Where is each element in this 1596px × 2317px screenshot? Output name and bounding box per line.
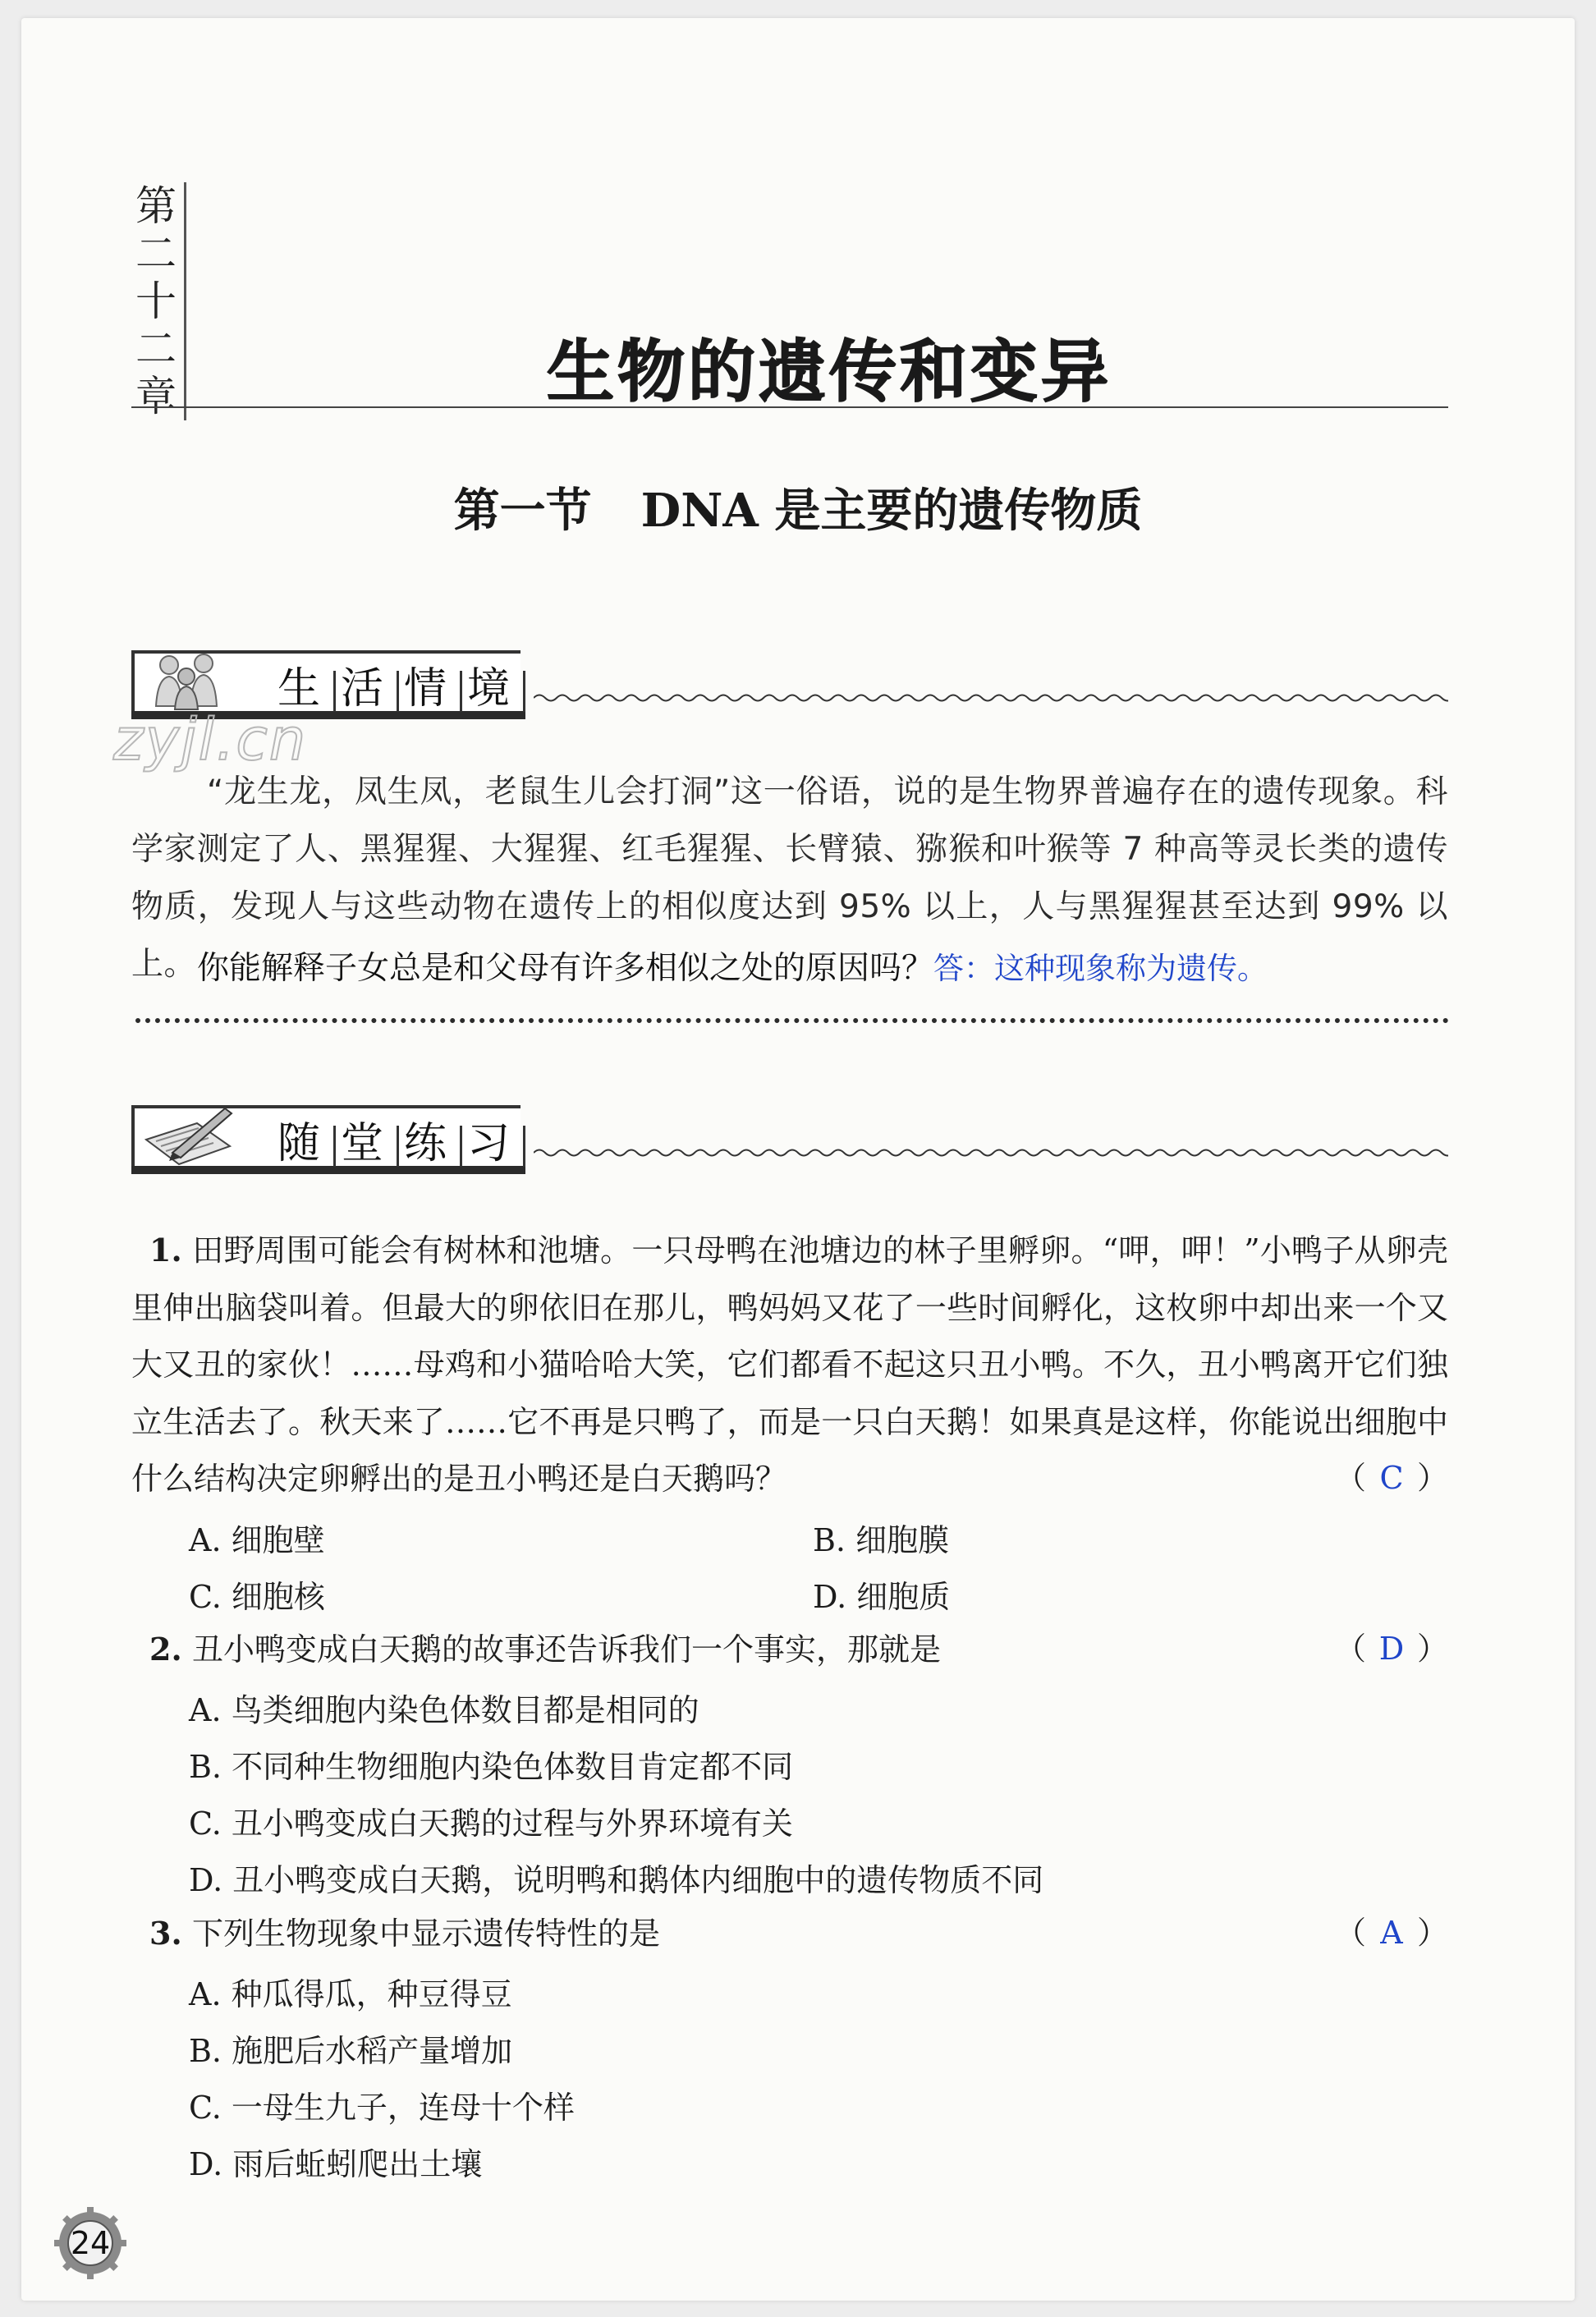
option: D. 细胞质 [813, 1579, 951, 1615]
banner-char: 情 [404, 664, 456, 713]
notebook-pen-icon [140, 1103, 238, 1166]
chapter-char: 二 [135, 230, 177, 278]
banner-char: 堂 [341, 1119, 392, 1168]
banner-char: 境 [467, 664, 519, 713]
option: A. 种瓜得瓜，种豆得豆 [189, 1976, 512, 2012]
context-label [277, 654, 530, 715]
question-number: 3. [149, 1915, 182, 1952]
banner-char: 练 [404, 1119, 456, 1168]
question-answer: 答：这种现象称为遗传。 [933, 951, 1268, 986]
practice-label [277, 1108, 530, 1170]
banner-char: 随 [277, 1119, 329, 1168]
paren: ） [1416, 1460, 1448, 1496]
question-stem-text: 丑小鸭变成白天鹅的故事还告诉我们一个事实，那就是 [192, 1631, 942, 1668]
chapter-char: 十 [135, 278, 177, 325]
paren: （ [1334, 1915, 1366, 1951]
answer-slot [1335, 1621, 1448, 1678]
option: B. 施肥后水稻产量增加 [189, 2033, 513, 2069]
answer-letter: D [1378, 1631, 1405, 1667]
chapter-char: 第 [135, 182, 177, 230]
context-paragraph: “龙生龙，凤生凤，老鼠生儿会打洞”这一俗语，说的是生物界普遍存在的遗传现象。科学家测定了人、黑猩猩、大猩猩、红毛猩猩、长臂猿、猕猴和叶猴等 7 种高等灵长类的遗传物质，发现人与这些动物在遗传上的相似度达到 95% 以上，人与黑猩猩甚至达到 99% 以上。 [131, 773, 1448, 983]
answer-letter: A [1380, 1915, 1403, 1951]
question-1 [131, 1222, 1448, 1508]
wave-divider [534, 691, 1448, 704]
chapter-char: 章 [135, 373, 177, 420]
question-stem-text: 下列生物现象中显示遗传特性的是 [192, 1916, 661, 1952]
chapter-divider [131, 406, 1448, 408]
option: B. 不同种生物细胞内染色体数目肯定都不同 [189, 1749, 794, 1785]
answer-letter: C [1379, 1460, 1404, 1496]
practice-banner [131, 1095, 1448, 1177]
option: B. 细胞膜 [813, 1522, 950, 1558]
question-number: 2. [149, 1631, 182, 1668]
paren: （ [1334, 1631, 1366, 1667]
chapter-label [131, 182, 186, 420]
banner-char: 活 [341, 664, 392, 713]
question-stem [131, 1905, 1448, 1963]
answer-slot [1335, 1450, 1448, 1507]
chapter-title: 生物的遗传和变异 [546, 333, 1112, 411]
option: C. 细胞核 [189, 1579, 325, 1615]
page-number-badge [54, 2207, 126, 2279]
context-banner [131, 640, 1448, 723]
paren: （ [1334, 1460, 1366, 1496]
people-icon [140, 649, 238, 711]
answer-slot [1335, 1905, 1448, 1962]
option: D. 雨后蚯蚓爬出土壤 [189, 2146, 483, 2182]
option: C. 丑小鸭变成白天鹅的过程与外界环境有关 [189, 1805, 793, 1842]
question-stem [131, 1222, 1448, 1508]
question-number: 1. [149, 1232, 182, 1269]
banner-char: 生 [277, 664, 329, 713]
banner-char: 习 [467, 1119, 519, 1168]
option: C. 一母生九子，连母十个样 [189, 2090, 575, 2126]
context-question [197, 940, 1478, 998]
wave-divider [534, 1146, 1448, 1159]
question-stem-text: 田野周围可能会有树林和池塘。一只母鸭在池塘边的林子里孵卵。“呷，呷！”小鸭子从卵壳里伸出脑袋叫着。但最大的卵依旧在那儿，鸭妈妈又花了一些时间孵化，这枚卵中却出来一个又大又丑的家伙！……母鸡和小猫哈哈大笑，它们都看不起这只丑小鸭。不久，丑小鸭离开它们独立生活去了。秋天来了……它不再是只鸭了，而是一只白天鹅！如果真是这样，你能说出细胞中什么结构决定卵孵出的是丑小鸭还是白天鹅吗？ [131, 1232, 1448, 1497]
chapter-char: 二 [135, 325, 177, 373]
paren: ） [1416, 1631, 1448, 1667]
question-text: 你能解释子女总是和父母有许多相似之处的原因吗？ [197, 950, 934, 987]
section-number: 第一节 [453, 484, 592, 538]
option: A. 鸟类细胞内染色体数目都是相同的 [189, 1692, 699, 1728]
option: D. 丑小鸭变成白天鹅，说明鸭和鹅体内细胞中的遗传物质不同 [189, 1862, 1044, 1898]
question-2 [131, 1621, 1448, 1679]
question-stem [131, 1621, 1448, 1679]
section-title [0, 475, 1596, 540]
page-number: 24 [70, 2225, 111, 2261]
dotted-divider [135, 1018, 1449, 1023]
paren: ） [1416, 1915, 1448, 1951]
question-3 [131, 1905, 1448, 1963]
watermark: zyjl.cn [113, 706, 308, 773]
option: A. 细胞壁 [189, 1522, 325, 1558]
section-heading: DNA 是主要的遗传物质 [640, 484, 1143, 538]
